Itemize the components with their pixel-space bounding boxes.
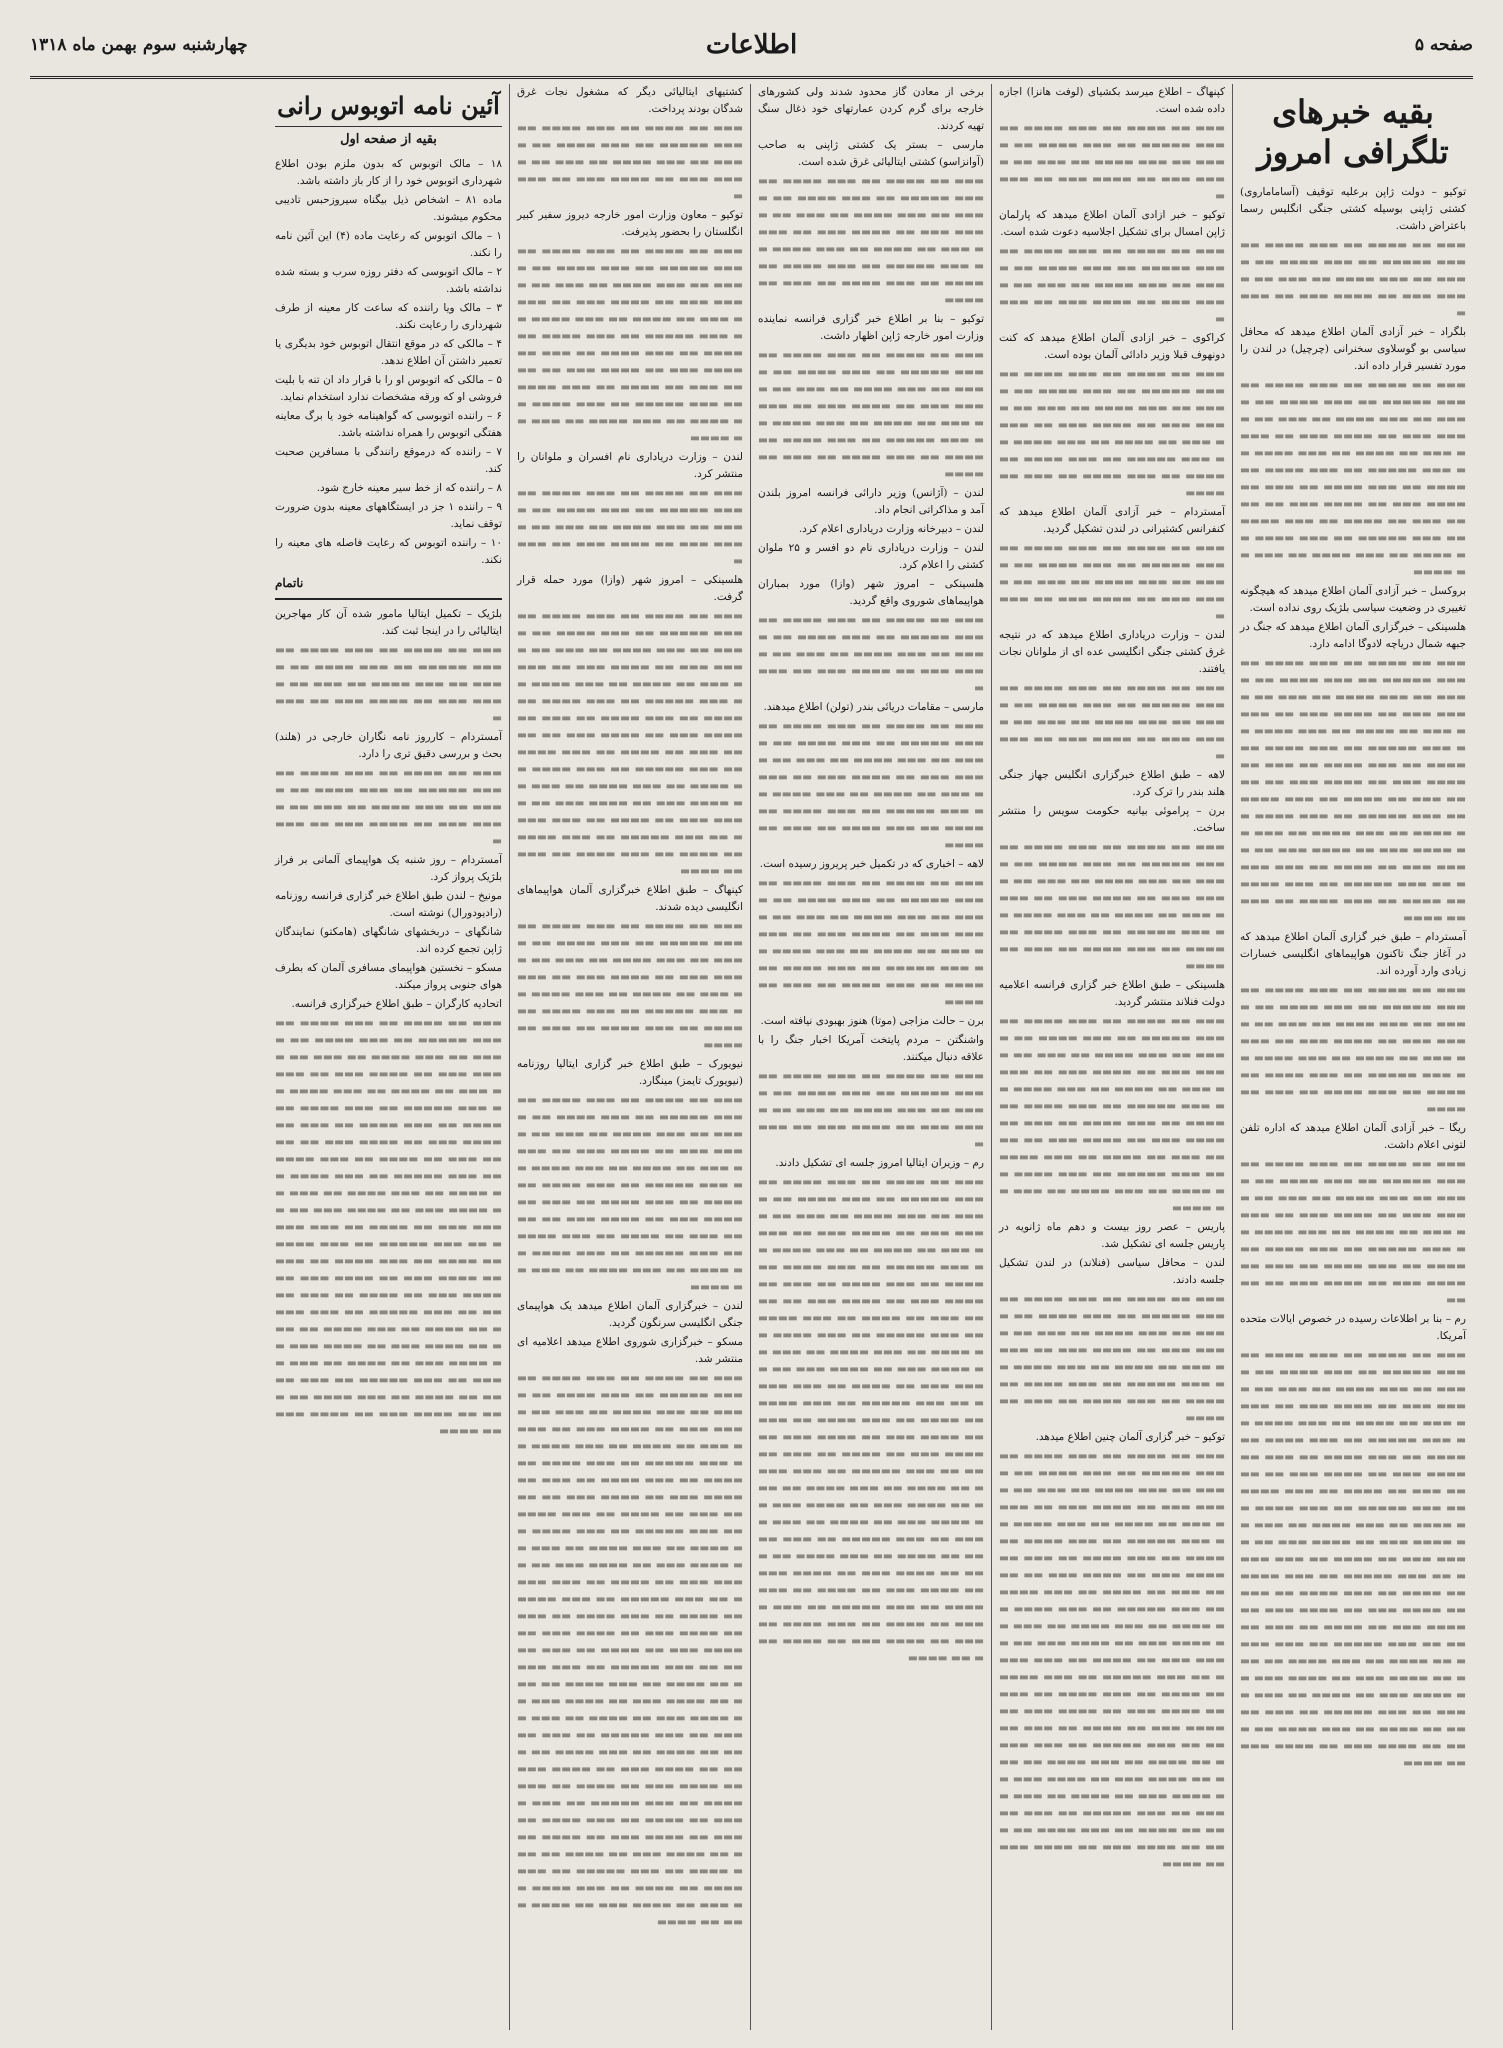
text-block: ▬▬▬ ▬▬ ▬▬▬▬ ▬▬ ▬▬▬ ▬▬▬▬ ▬▬ ▬▬▬ ▬▬▬▬▬ ▬▬ ▬▬▬ ▬▬▬▬ ▬▬ ▬▬▬▬ ▬▬ ▬▬▬ ▬▬▬▬ ▬▬ ▬▬▬ ▬▬ ▬▬▬▬ ▬▬▬ ▬▬ ▬▬▬▬ ▬▬▬ ▬▬ ▬▬▬▬ ▬▬▬ ▬▬ ▬▬▬▬ ▬▬ ▬▬▬ ▬▬▬▬ ▬▬ ▬▬▬ ▬▬▬▬▬ ▬▬ ▬▬▬ ▬▬▬▬ ▬▬ ▬▬▬▬ ▬▬ ▬▬▬ ▬▬▬▬ ▬▬ ▬▬▬ ▬▬ ▬▬▬▬ ▬▬▬ ▬▬ ▬▬▬▬ ▬▬▬ ▬▬ ▬▬▬▬ ▬▬▬ ▬▬ ▬▬▬▬ ▬▬ ▬▬▬ ▬▬▬▬ ▬▬ ▬▬▬ ▬▬▬▬▬ ▬▬ ▬▬▬ ▬▬▬▬ ▬▬ ▬▬▬▬ ▬▬ ▬▬▬ ▬▬▬▬ ▬▬ ▬▬▬ ▬▬ ▬▬▬▬ ▬▬▬ ▬▬ ▬▬▬▬ ▬▬▬ ▬▬ ▬▬▬▬ ▬▬▬ ▬▬ ▬▬▬▬ ▬▬ ▬▬▬ ▬▬▬▬ ▬▬ ▬▬▬ ▬▬▬▬▬ ▬▬ ▬▬▬ ▬▬▬▬ ▬▬ ▬▬▬▬ ▬▬ ▬▬▬ ▬▬▬▬ ▬▬ ▬▬▬ ▬▬ ▬▬▬▬ <box>1240 657 1466 924</box>
text-block: ▬▬▬ ▬▬ ▬▬▬▬ ▬▬ ▬▬▬ ▬▬▬▬ ▬▬ ▬▬▬ ▬▬▬▬▬ ▬▬ ▬▬▬ ▬▬▬▬ ▬▬ ▬▬▬▬ ▬▬ ▬▬▬ ▬▬▬▬ ▬▬ ▬▬▬ ▬▬ ▬▬▬▬ ▬▬▬ ▬▬ ▬▬▬▬ ▬▬▬ ▬▬ ▬▬▬▬ <box>517 487 743 567</box>
issue-date: چهارشنبه سوم بهمن ماه ۱۳۱۸ <box>30 35 248 55</box>
article: آمستردام – خبر آزادی آلمان اطلاع میدهد که کنفرانس کشتیرانی در لندن تشکیل گردید. <box>999 506 1225 535</box>
article: بلگراد – خبر آزادی آلمان اطلاع میدهد که محافل سیاسی بو گوسلاوی سخنرانی (چرچیل) در لندن را مورد تفسیر قرار داده اند. <box>1240 326 1466 372</box>
text-block: ▬▬▬ ▬▬ ▬▬▬▬ ▬▬ ▬▬▬ ▬▬▬▬ ▬▬ ▬▬▬ ▬▬▬▬▬ ▬▬ ▬▬▬ ▬▬▬▬ ▬▬ ▬▬▬▬ ▬▬ ▬▬▬ ▬▬▬▬ ▬▬ ▬▬▬ ▬▬ ▬▬▬▬ ▬▬▬ ▬▬ ▬▬▬▬ ▬▬▬ ▬▬ ▬▬▬▬ ▬▬▬ ▬▬ ▬▬▬▬ ▬▬ ▬▬▬ ▬▬▬▬ ▬▬ ▬▬▬ ▬▬▬▬▬ ▬▬ ▬▬▬ ▬▬▬▬ ▬▬ ▬▬▬▬ ▬▬ ▬▬▬ ▬▬▬▬ ▬▬ ▬▬▬ ▬▬ ▬▬▬▬ ▬▬▬ ▬▬ ▬▬▬▬ ▬▬▬ ▬▬ ▬▬▬▬ ▬▬▬ ▬▬ ▬▬▬▬ ▬▬ ▬▬▬ ▬▬▬▬ ▬▬ ▬▬▬ ▬▬▬▬▬ ▬▬ ▬▬▬ ▬▬▬▬ ▬▬ ▬▬▬▬ ▬▬ ▬▬▬ ▬▬▬▬ ▬▬ ▬▬▬ ▬▬ ▬▬▬▬ <box>517 1094 743 1293</box>
article: لندن – محافل سیاسی (فنلاند) در لندن تشکیل جلسه دادند. <box>999 1257 1225 1286</box>
article: ۱۰ – راننده اتوبوس که رعایت فاصله های معینه را نکند. <box>275 537 502 566</box>
article: ریگا – خبر آزادی آلمان اطلاع میدهد که اداره تلفن لتونی اعلام داشت. <box>1240 1122 1466 1151</box>
article: لندن – وزارت دریاداری نام دو افسر و ۲۵ ملوان کشتی را اعلام کرد. <box>758 542 985 571</box>
article: لندن – دبیرخانه وزارت دریاداری اعلام کرد. <box>798 523 984 535</box>
article: ۹ – راننده ۱ جز در ایستگاههای معینه بدون ضرورت توقف نماید. <box>275 501 502 530</box>
article: هلسینکی – طبق اطلاع خبر گزاری فرانسه اعلامیه دولت فنلاند منتشر گردید. <box>999 979 1225 1008</box>
article: کشتیهای ایتالیائی دیگر که مشغول نجات غرق شدگان بودند پرداخت. <box>517 86 743 115</box>
article: رم – بنا بر اطلاعات رسیده در خصوص ایالات متحده آمریکا. <box>1240 1313 1466 1342</box>
columns <box>30 84 1473 2030</box>
article: ماده ۸۱ – اشخاص ذیل بیگناه سیروزحبس تادیبی محکوم میشوند. <box>275 194 502 223</box>
article: برخی از معادن گاز محدود شدند ولی کشورهای خارجه برای گرم کردن عمارتهای خود ذغال سنگ تهیه کردند. <box>758 86 984 132</box>
article: لاهه – اخباری که در تکمیل خبر پریروز رسیده است. <box>759 858 984 870</box>
article: ۷ – راننده که درموقع رانندگی با مسافرین صحبت کند. <box>275 446 502 475</box>
article: پاریس – عصر روز بیست و دهم ماه ژانویه در پاریس جلسه ای تشکیل شد. <box>999 1221 1225 1250</box>
text-block: ▬▬▬ ▬▬ ▬▬▬▬ ▬▬ ▬▬▬ ▬▬▬▬ ▬▬ ▬▬▬ ▬▬▬▬▬ ▬▬ ▬▬▬ ▬▬▬▬ ▬▬ ▬▬▬▬ ▬▬ ▬▬▬ ▬▬▬▬ ▬▬ ▬▬▬ ▬▬ ▬▬▬▬ ▬▬▬ ▬▬ ▬▬▬▬ ▬▬▬ ▬▬ ▬▬▬▬ ▬▬▬ ▬▬ ▬▬▬▬ ▬▬ ▬▬▬ ▬▬▬▬ ▬▬ ▬▬▬ ▬▬▬▬▬ ▬▬ ▬▬▬ ▬▬▬▬ ▬▬ ▬▬▬▬ ▬▬ ▬▬▬ ▬▬▬▬ ▬▬ ▬▬▬ ▬▬ ▬▬▬▬ ▬▬▬ ▬▬ ▬▬▬▬ ▬▬▬ ▬▬ ▬▬▬▬ ▬▬▬ ▬▬ ▬▬▬▬ ▬▬ ▬▬▬ ▬▬▬▬ ▬▬ ▬▬▬ ▬▬▬▬▬ ▬▬ ▬▬▬ ▬▬▬▬ ▬▬ ▬▬▬▬ ▬▬ ▬▬▬ ▬▬▬▬ ▬▬ ▬▬▬ ▬▬ ▬▬▬▬ ▬▬▬ ▬▬ ▬▬▬▬ ▬▬▬ ▬▬ ▬▬▬▬ ▬▬▬ ▬▬ ▬▬▬▬ ▬▬ ▬▬▬ ▬▬▬▬ ▬▬ ▬▬▬ ▬▬▬▬▬ ▬▬ ▬▬▬ ▬▬▬▬ ▬▬ ▬▬▬▬ ▬▬ ▬▬▬ ▬▬▬▬ ▬▬ ▬▬▬ ▬▬ ▬▬▬▬ <box>517 610 743 877</box>
article: لندن – وزارت دریاداری اطلاع میدهد که در نتیجه غرق کشتی جنگی انگلیسی عده ای از ملوانان نجات یافتند. <box>999 629 1225 675</box>
article: ۴ – مالکی که در موقع انتقال اتوبوس خود بدیگری یا تعمیر داشتن آن اطلاع ندهد. <box>275 338 502 367</box>
article: توکیو – معاون وزارت امور خارجه دیروز سفیر کبیر انگلستان را بحضور پذیرفت. <box>517 209 743 238</box>
page-number: صفحه ۵ <box>1414 35 1473 55</box>
text-block: ▬▬▬ ▬▬ ▬▬▬▬ ▬▬ ▬▬▬ ▬▬▬▬ ▬▬ ▬▬▬ ▬▬▬▬▬ ▬▬ ▬▬▬ ▬▬▬▬ ▬▬ ▬▬▬▬ ▬▬ ▬▬▬ ▬▬▬▬ ▬▬ ▬▬▬ ▬▬ ▬▬▬▬ ▬▬▬ ▬▬ ▬▬▬▬ ▬▬▬ ▬▬ ▬▬▬▬ ▬▬▬ ▬▬ ▬▬▬▬ ▬▬ ▬▬▬ ▬▬▬▬ ▬▬ ▬▬▬ ▬▬▬▬▬ ▬▬ ▬▬▬ ▬▬▬▬ ▬▬ ▬▬▬▬ ▬▬ ▬▬▬ ▬▬▬▬ ▬▬ ▬▬▬ ▬▬ ▬▬▬▬ <box>1240 984 1466 1115</box>
text-block: ▬▬▬ ▬▬ ▬▬▬▬ ▬▬ ▬▬▬ ▬▬▬▬ ▬▬ ▬▬▬ ▬▬▬▬▬ ▬▬ ▬▬▬ ▬▬▬▬ ▬▬ ▬▬▬▬ ▬▬ ▬▬▬ ▬▬▬▬ ▬▬ ▬▬▬ ▬▬ ▬▬▬▬ ▬▬▬ ▬▬ ▬▬▬▬ ▬▬▬ ▬▬ ▬▬▬▬ ▬▬▬ ▬▬ ▬▬▬▬ ▬▬ ▬▬▬ ▬▬▬▬ ▬▬ ▬▬▬ ▬▬▬▬▬ ▬▬ ▬▬▬ ▬▬▬▬ ▬▬ ▬▬▬▬ ▬▬ ▬▬▬ ▬▬▬▬ ▬▬ ▬▬▬ ▬▬ ▬▬▬▬ ▬▬▬ ▬▬ ▬▬▬▬ ▬▬▬ ▬▬ ▬▬▬▬ ▬▬▬ ▬▬ ▬▬▬▬ ▬▬ ▬▬▬ ▬▬▬▬ ▬▬ ▬▬▬ ▬▬▬▬▬ ▬▬ ▬▬▬ ▬▬▬▬ ▬▬ ▬▬▬▬ ▬▬ ▬▬▬ ▬▬▬▬ ▬▬ ▬▬▬ ▬▬ ▬▬▬▬ <box>1240 379 1466 578</box>
main-headline: بقیه خبرهای تلگرافی امروز <box>1257 93 1449 171</box>
text-block: ▬▬▬ ▬▬ ▬▬▬▬ ▬▬ ▬▬▬ ▬▬▬▬ ▬▬ ▬▬▬ ▬▬▬▬▬ ▬▬ ▬▬▬ ▬▬▬▬ ▬▬ ▬▬▬▬ ▬▬ ▬▬▬ ▬▬▬▬ ▬▬ ▬▬▬ ▬▬ ▬▬▬▬ ▬▬▬ ▬▬ ▬▬▬▬ ▬▬▬ ▬▬ ▬▬▬▬ ▬▬▬ ▬▬ ▬▬▬▬ ▬▬ ▬▬▬ ▬▬▬▬ ▬▬ ▬▬▬ ▬▬▬▬▬ ▬▬ ▬▬▬ ▬▬▬▬ ▬▬ ▬▬▬▬ ▬▬ ▬▬▬ ▬▬▬▬ ▬▬ ▬▬▬ ▬▬ ▬▬▬▬ ▬▬▬ ▬▬ ▬▬▬▬ ▬▬▬ ▬▬ ▬▬▬▬ ▬▬▬ ▬▬ ▬▬▬▬ ▬▬ ▬▬▬ ▬▬▬▬ ▬▬ ▬▬▬ ▬▬▬▬▬ ▬▬ ▬▬▬ ▬▬▬▬ ▬▬ ▬▬▬▬ ▬▬ ▬▬▬ ▬▬▬▬ ▬▬ ▬▬▬ ▬▬ ▬▬▬▬ ▬▬▬ ▬▬ ▬▬▬▬ ▬▬▬ ▬▬ ▬▬▬▬ ▬▬▬ ▬▬ ▬▬▬▬ ▬▬ ▬▬▬ ▬▬▬▬ ▬▬ ▬▬▬ ▬▬▬▬▬ ▬▬ ▬▬▬ ▬▬▬▬ ▬▬ ▬▬▬▬ ▬▬ ▬▬▬ ▬▬▬▬ ▬▬ ▬▬▬ ▬▬ ▬▬▬▬ ▬▬▬ ▬▬ ▬▬▬▬ ▬▬▬ ▬▬ ▬▬▬▬ ▬▬▬ ▬▬ ▬▬▬▬ ▬▬ ▬▬▬ ▬▬▬▬ ▬▬ ▬▬▬ ▬▬▬▬▬ ▬▬ ▬▬▬ ▬▬▬▬ ▬▬ ▬▬▬▬ ▬▬ ▬▬▬ ▬▬▬▬ ▬▬ ▬▬▬ ▬▬ ▬▬▬▬ ▬▬▬ ▬▬ ▬▬▬▬ ▬▬▬ ▬▬ ▬▬▬▬ ▬▬▬ ▬▬ ▬▬▬▬ ▬▬ ▬▬▬ ▬▬▬▬ ▬▬ ▬▬▬ ▬▬▬▬▬ ▬▬ ▬▬▬ ▬▬▬▬ ▬▬ ▬▬▬▬ ▬▬ ▬▬▬ ▬▬▬▬ ▬▬ ▬▬▬ ▬▬ ▬▬▬▬ ▬▬▬ ▬▬ ▬▬▬▬ ▬▬▬ ▬▬ ▬▬▬▬ <box>1240 1349 1466 1769</box>
text-block: ▬▬▬ ▬▬ ▬▬▬▬ ▬▬ ▬▬▬ ▬▬▬▬ ▬▬ ▬▬▬ ▬▬▬▬▬ ▬▬ ▬▬▬ ▬▬▬▬ ▬▬ ▬▬▬▬ ▬▬ ▬▬▬ ▬▬▬▬ ▬▬ ▬▬▬ ▬▬ ▬▬▬▬ ▬▬▬ ▬▬ ▬▬▬▬ ▬▬▬ ▬▬ ▬▬▬▬ <box>999 245 1225 325</box>
article: توکیو – خبر گزاری آلمان چنین اطلاع میدهد. <box>1035 1431 1225 1443</box>
text-block: ▬▬▬ ▬▬ ▬▬▬▬ ▬▬ ▬▬▬ ▬▬▬▬ ▬▬ ▬▬▬ ▬▬▬▬▬ ▬▬ ▬▬▬ ▬▬▬▬ ▬▬ ▬▬▬▬ ▬▬ ▬▬▬ ▬▬▬▬ ▬▬ ▬▬▬ ▬▬ ▬▬▬▬ ▬▬▬ ▬▬ ▬▬▬▬ ▬▬▬ ▬▬ ▬▬▬▬ ▬▬▬ ▬▬ ▬▬▬▬ ▬▬ ▬▬▬ ▬▬▬▬ ▬▬ ▬▬▬ ▬▬▬▬▬ ▬▬ ▬▬▬ ▬▬▬▬ ▬▬ ▬▬▬▬ ▬▬ ▬▬▬ ▬▬▬▬ ▬▬ ▬▬▬ ▬▬ ▬▬▬▬ <box>999 1293 1225 1424</box>
text-block: ▬▬▬ ▬▬ ▬▬▬▬ ▬▬ ▬▬▬ ▬▬▬▬ ▬▬ ▬▬▬ ▬▬▬▬▬ ▬▬ ▬▬▬ ▬▬▬▬ ▬▬ ▬▬▬▬ ▬▬ ▬▬▬ ▬▬▬▬ ▬▬ ▬▬▬ ▬▬ ▬▬▬▬ ▬▬▬ ▬▬ ▬▬▬▬ ▬▬▬ ▬▬ ▬▬▬▬ <box>275 644 502 724</box>
text-block: ▬▬▬ ▬▬ ▬▬▬▬ ▬▬ ▬▬▬ ▬▬▬▬ ▬▬ ▬▬▬ ▬▬▬▬▬ ▬▬ ▬▬▬ ▬▬▬▬ ▬▬ ▬▬▬▬ ▬▬ ▬▬▬ ▬▬▬▬ ▬▬ ▬▬▬ ▬▬ ▬▬▬▬ ▬▬▬ ▬▬ ▬▬▬▬ ▬▬▬ ▬▬ ▬▬▬▬ ▬▬▬ ▬▬ ▬▬▬▬ ▬▬ ▬▬▬ ▬▬▬▬ ▬▬ ▬▬▬ ▬▬▬▬▬ ▬▬ ▬▬▬ ▬▬▬▬ ▬▬ ▬▬▬▬ ▬▬ ▬▬▬ ▬▬▬▬ ▬▬ ▬▬▬ ▬▬ ▬▬▬▬ <box>999 368 1225 499</box>
text-block: ▬▬▬ ▬▬ ▬▬▬▬ ▬▬ ▬▬▬ ▬▬▬▬ ▬▬ ▬▬▬ ▬▬▬▬▬ ▬▬ ▬▬▬ ▬▬▬▬ ▬▬ ▬▬▬▬ ▬▬ ▬▬▬ ▬▬▬▬ ▬▬ ▬▬▬ ▬▬ ▬▬▬▬ ▬▬▬ ▬▬ ▬▬▬▬ ▬▬▬ ▬▬ ▬▬▬▬ ▬▬▬ ▬▬ ▬▬▬▬ ▬▬ ▬▬▬ ▬▬▬▬ ▬▬ ▬▬▬ ▬▬▬▬▬ ▬▬ ▬▬▬ ▬▬▬▬ ▬▬ ▬▬▬▬ ▬▬ ▬▬▬ ▬▬▬▬ ▬▬ ▬▬▬ ▬▬ ▬▬▬▬ <box>758 349 984 480</box>
article: بلژیک – تکمیل ایتالیا مامور شده آن کار مهاجرین ایتالیائی را در اینجا ثبت کند. <box>275 608 502 637</box>
article: ۸ – راننده که از خط سیر معینه خارج شود. <box>316 482 502 494</box>
newspaper-name: اطلاعات <box>705 30 798 60</box>
text-block: ▬▬▬ ▬▬ ▬▬▬▬ ▬▬ ▬▬▬ ▬▬▬▬ ▬▬ ▬▬▬ ▬▬▬▬▬ ▬▬ ▬▬▬ ▬▬▬▬ ▬▬ ▬▬▬▬ ▬▬ ▬▬▬ ▬▬▬▬ ▬▬ ▬▬▬ ▬▬ ▬▬▬▬ ▬▬▬ ▬▬ ▬▬▬▬ ▬▬▬ ▬▬ ▬▬▬▬ ▬▬▬ ▬▬ ▬▬▬▬ ▬▬ ▬▬▬ ▬▬▬▬ ▬▬ ▬▬▬ ▬▬▬▬▬ ▬▬ ▬▬▬ ▬▬▬▬ ▬▬ ▬▬▬▬ ▬▬ ▬▬▬ ▬▬▬▬ ▬▬ ▬▬▬ ▬▬ ▬▬▬▬ <box>758 175 984 306</box>
article: توکیو – خبر ازادی آلمان اطلاع میدهد که پارلمان ژاپن امسال برای تشکیل اجلاسیه دعوت شده است. <box>999 209 1225 238</box>
text-block: ▬▬▬ ▬▬ ▬▬▬▬ ▬▬ ▬▬▬ ▬▬▬▬ ▬▬ ▬▬▬ ▬▬▬▬▬ ▬▬ ▬▬▬ ▬▬▬▬ ▬▬ ▬▬▬▬ ▬▬ ▬▬▬ ▬▬▬▬ ▬▬ ▬▬▬ ▬▬ ▬▬▬▬ ▬▬▬ ▬▬ ▬▬▬▬ ▬▬▬ ▬▬ ▬▬▬▬ ▬▬▬ ▬▬ ▬▬▬▬ ▬▬ ▬▬▬ ▬▬▬▬ ▬▬ ▬▬▬ ▬▬▬▬▬ ▬▬ ▬▬▬ ▬▬▬▬ ▬▬ ▬▬▬▬ ▬▬ ▬▬▬ ▬▬▬▬ ▬▬ ▬▬▬ ▬▬ ▬▬▬▬ ▬▬▬ ▬▬ ▬▬▬▬ ▬▬▬ ▬▬ ▬▬▬▬ <box>1240 1158 1466 1306</box>
text-block: ▬▬▬ ▬▬ ▬▬▬▬ ▬▬ ▬▬▬ ▬▬▬▬ ▬▬ ▬▬▬ ▬▬▬▬▬ ▬▬ ▬▬▬ ▬▬▬▬ ▬▬ ▬▬▬▬ ▬▬ ▬▬▬ ▬▬▬▬ ▬▬ ▬▬▬ ▬▬ ▬▬▬▬ ▬▬▬ ▬▬ ▬▬▬▬ ▬▬▬ ▬▬ ▬▬▬▬ ▬▬▬ ▬▬ ▬▬▬▬ ▬▬ ▬▬▬ ▬▬▬▬ ▬▬ ▬▬▬ ▬▬▬▬▬ ▬▬ ▬▬▬ ▬▬▬▬ ▬▬ ▬▬▬▬ ▬▬ ▬▬▬ ▬▬▬▬ ▬▬ ▬▬▬ ▬▬ ▬▬▬▬ ▬▬▬ ▬▬ ▬▬▬▬ ▬▬▬ ▬▬ ▬▬▬▬ ▬▬▬ ▬▬ ▬▬▬▬ ▬▬ ▬▬▬ ▬▬▬▬ ▬▬ ▬▬▬ ▬▬▬▬▬ ▬▬ ▬▬▬ ▬▬▬▬ ▬▬ ▬▬▬▬ ▬▬ ▬▬▬ ▬▬▬▬ ▬▬ ▬▬▬ ▬▬ ▬▬▬▬ ▬▬▬ ▬▬ ▬▬▬▬ ▬▬▬ ▬▬ ▬▬▬▬ ▬▬▬ ▬▬ ▬▬▬▬ ▬▬ ▬▬▬ ▬▬▬▬ ▬▬ ▬▬▬ ▬▬▬▬▬ ▬▬ ▬▬▬ ▬▬▬▬ ▬▬ ▬▬▬▬ ▬▬ ▬▬▬ ▬▬▬▬ ▬▬ ▬▬▬ ▬▬ ▬▬▬▬ ▬▬▬ ▬▬ ▬▬▬▬ ▬▬▬ ▬▬ ▬▬▬▬ ▬▬▬ ▬▬ ▬▬▬▬ ▬▬ ▬▬▬ ▬▬▬▬ ▬▬ ▬▬▬ ▬▬▬▬▬ ▬▬ ▬▬▬ ▬▬▬▬ ▬▬ ▬▬▬▬ ▬▬ ▬▬▬ ▬▬▬▬ ▬▬ ▬▬▬ ▬▬ ▬▬▬▬ ▬▬▬ ▬▬ ▬▬▬▬ ▬▬▬ ▬▬ ▬▬▬▬ ▬▬▬ ▬▬ ▬▬▬▬ ▬▬ ▬▬▬ ▬▬▬▬ ▬▬ ▬▬▬ ▬▬▬▬▬ ▬▬ ▬▬▬ ▬▬▬▬ ▬▬ ▬▬▬▬ ▬▬ ▬▬▬ ▬▬▬▬ ▬▬ ▬▬▬ ▬▬ ▬▬▬▬ ▬▬▬ ▬▬ ▬▬▬▬ ▬▬▬ ▬▬ ▬▬▬▬ <box>275 1017 502 1437</box>
article: برن – پراموئی بیانیه حکومت سویس را منتشر ساخت. <box>999 805 1225 834</box>
article: کپنهاگ – اطلاع میرسد بکشیای (لوفت هانزا) اجازه داده شده است. <box>999 86 1225 115</box>
text-block: ▬▬▬ ▬▬ ▬▬▬▬ ▬▬ ▬▬▬ ▬▬▬▬ ▬▬ ▬▬▬ ▬▬▬▬▬ ▬▬ ▬▬▬ ▬▬▬▬ ▬▬ ▬▬▬▬ ▬▬ ▬▬▬ ▬▬▬▬ ▬▬ ▬▬▬ ▬▬ ▬▬▬▬ ▬▬▬ ▬▬ ▬▬▬▬ ▬▬▬ ▬▬ ▬▬▬▬ <box>1240 239 1466 319</box>
article: مارسی – مقامات دریائی بندر (تولن) اطلاع میدهند. <box>763 701 984 713</box>
column-5 <box>268 84 509 2030</box>
article: هلسینکی – امروز شهر (وازا) مورد حمله قرار گرفت. <box>517 574 743 603</box>
text-block: ▬▬▬ ▬▬ ▬▬▬▬ ▬▬ ▬▬▬ ▬▬▬▬ ▬▬ ▬▬▬ ▬▬▬▬▬ ▬▬ ▬▬▬ ▬▬▬▬ ▬▬ ▬▬▬▬ ▬▬ ▬▬▬ ▬▬▬▬ ▬▬ ▬▬▬ ▬▬ ▬▬▬▬ ▬▬▬ ▬▬ ▬▬▬▬ ▬▬▬ ▬▬ ▬▬▬▬ ▬▬▬ ▬▬ ▬▬▬▬ ▬▬ ▬▬▬ ▬▬▬▬ ▬▬ ▬▬▬ ▬▬▬▬▬ ▬▬ ▬▬▬ ▬▬▬▬ ▬▬ ▬▬▬▬ ▬▬ ▬▬▬ ▬▬▬▬ ▬▬ ▬▬▬ ▬▬ ▬▬▬▬ ▬▬▬ ▬▬ ▬▬▬▬ ▬▬▬ ▬▬ ▬▬▬▬ ▬▬▬ ▬▬ ▬▬▬▬ ▬▬ ▬▬▬ ▬▬▬▬ ▬▬ ▬▬▬ ▬▬▬▬▬ ▬▬ ▬▬▬ ▬▬▬▬ ▬▬ ▬▬▬▬ ▬▬ ▬▬▬ ▬▬▬▬ ▬▬ ▬▬▬ ▬▬ ▬▬▬▬ ▬▬▬ ▬▬ ▬▬▬▬ ▬▬▬ ▬▬ ▬▬▬▬ ▬▬▬ ▬▬ ▬▬▬▬ ▬▬ ▬▬▬ ▬▬▬▬ ▬▬ ▬▬▬ ▬▬▬▬▬ ▬▬ ▬▬▬ ▬▬▬▬ ▬▬ ▬▬▬▬ ▬▬ ▬▬▬ ▬▬▬▬ ▬▬ ▬▬▬ ▬▬ ▬▬▬▬ ▬▬▬ ▬▬ ▬▬▬▬ ▬▬▬ ▬▬ ▬▬▬▬ ▬▬▬ ▬▬ ▬▬▬▬ ▬▬ ▬▬▬ ▬▬▬▬ ▬▬ ▬▬▬ ▬▬▬▬▬ ▬▬ ▬▬▬ ▬▬▬▬ ▬▬ ▬▬▬▬ ▬▬ ▬▬▬ ▬▬▬▬ ▬▬ ▬▬▬ ▬▬ ▬▬▬▬ ▬▬▬ ▬▬ ▬▬▬▬ ▬▬▬ ▬▬ ▬▬▬▬ ▬▬▬ ▬▬ ▬▬▬▬ ▬▬ ▬▬▬ ▬▬▬▬ ▬▬ ▬▬▬ ▬▬▬▬▬ ▬▬ ▬▬▬ ▬▬▬▬ ▬▬ ▬▬▬▬ ▬▬ ▬▬▬ ▬▬▬▬ ▬▬ ▬▬▬ ▬▬ ▬▬▬▬ ▬▬▬ ▬▬ ▬▬▬▬ ▬▬▬ ▬▬ ▬▬▬▬ <box>999 1450 1225 1870</box>
article: مونیخ – لندن طبق اطلاع خبر گزاری فرانسه روزنامه (رادیودورال) نوشته است. <box>275 890 502 919</box>
text-block: ▬▬▬ ▬▬ ▬▬▬▬ ▬▬ ▬▬▬ ▬▬▬▬ ▬▬ ▬▬▬ ▬▬▬▬▬ ▬▬ ▬▬▬ ▬▬▬▬ ▬▬ ▬▬▬▬ ▬▬ ▬▬▬ ▬▬▬▬ ▬▬ ▬▬▬ ▬▬ ▬▬▬▬ ▬▬▬ ▬▬ ▬▬▬▬ ▬▬▬ ▬▬ ▬▬▬▬ <box>275 767 502 847</box>
column-1 <box>1232 84 1473 2030</box>
article: آمستردام – روز شنبه یک هواپیمای آلمانی بر فراز بلژیک پرواز کرد. <box>275 854 502 883</box>
text-block: ▬▬▬ ▬▬ ▬▬▬▬ ▬▬ ▬▬▬ ▬▬▬▬ ▬▬ ▬▬▬ ▬▬▬▬▬ ▬▬ ▬▬▬ ▬▬▬▬ ▬▬ ▬▬▬▬ ▬▬ ▬▬▬ ▬▬▬▬ ▬▬ ▬▬▬ ▬▬ ▬▬▬▬ ▬▬▬ ▬▬ ▬▬▬▬ ▬▬▬ ▬▬ ▬▬▬▬ <box>999 122 1225 202</box>
column-4 <box>509 84 750 2030</box>
article: مارسی – بستر یک کشتی ژاپنی به صاحب (آوانزاسو) کشتی ایتالیائی غرق شده است. <box>758 139 984 168</box>
article: آمستردام – کارروز نامه نگاران خارجی در (هلند) بحث و بررسی دقیق تری را دارد. <box>275 731 502 760</box>
article: ۱ – مالک اتوبوس که رعایت ماده (۴) این آئین نامه را نکند. <box>275 230 502 259</box>
text-block: ▬▬▬ ▬▬ ▬▬▬▬ ▬▬ ▬▬▬ ▬▬▬▬ ▬▬ ▬▬▬ ▬▬▬▬▬ ▬▬ ▬▬▬ ▬▬▬▬ ▬▬ ▬▬▬▬ ▬▬ ▬▬▬ ▬▬▬▬ ▬▬ ▬▬▬ ▬▬ ▬▬▬▬ ▬▬▬ ▬▬ ▬▬▬▬ ▬▬▬ ▬▬ ▬▬▬▬ ▬▬▬ ▬▬ ▬▬▬▬ ▬▬ ▬▬▬ ▬▬▬▬ ▬▬ ▬▬▬ ▬▬▬▬▬ ▬▬ ▬▬▬ ▬▬▬▬ ▬▬ ▬▬▬▬ ▬▬ ▬▬▬ ▬▬▬▬ ▬▬ ▬▬▬ ▬▬ ▬▬▬▬ ▬▬▬ ▬▬ ▬▬▬▬ ▬▬▬ ▬▬ ▬▬▬▬ ▬▬▬ ▬▬ ▬▬▬▬ ▬▬ ▬▬▬ ▬▬▬▬ ▬▬ ▬▬▬ ▬▬▬▬▬ ▬▬ ▬▬▬ ▬▬▬▬ ▬▬ ▬▬▬▬ ▬▬ ▬▬▬ ▬▬▬▬ ▬▬ ▬▬▬ ▬▬ ▬▬▬▬ <box>517 245 743 444</box>
article: ۱۸ – مالک اتوبوس که بدون ملزم بودن اطلاع شهرداری اتوبوس خود را از کار باز داشته باشد. <box>275 158 502 187</box>
article: رم – وزیران ایتالیا امروز جلسه ای تشکیل دادند. <box>775 1157 984 1169</box>
article: مسکو – خبرگزاری شوروی اطلاع میدهد اعلامیه ای منتشر شد. <box>517 1336 743 1365</box>
article: آمستردام – طبق خبر گزاری آلمان اطلاع میدهد که در آغاز جنگ تاکنون هواپیماهای انگلیسی خسارات زیادی وارد آورده اند. <box>1240 931 1466 977</box>
article: کراکوی – خبر ازادی آلمان اطلاع میدهد که کنت دونهوف قبلا وزیر دادائی آلمان بوده است. <box>999 332 1225 361</box>
article: ۳ – مالک ویا راننده که ساعت کار معینه از طرف شهرداری را رعایت نکند. <box>275 302 502 331</box>
article: لندن – (آژانس) وزیر دارائی فرانسه امروز بلندن آمد و مذاکراتی انجام داد. <box>758 487 984 516</box>
article: هلسینکی – امروز شهر (وازا) مورد بمباران هواپیماهای شوروی واقع گردید. <box>758 578 984 607</box>
article: ۵ – مالکی که اتوبوس او را با قرار داد ان تنه با بلیت فروشی او که ورقه مشخصات ندارد استخدام نماید. <box>275 374 502 403</box>
article: واشنگتن – مردم پایتخت آمریکا اخبار جنگ را با علاقه دنبال میکنند. <box>758 1034 984 1063</box>
column-3 <box>750 84 991 2030</box>
article: برن – حالت مزاجی (موتا) هنوز بهبودی نیافته است. <box>760 1015 984 1027</box>
text-block: ▬▬▬ ▬▬ ▬▬▬▬ ▬▬ ▬▬▬ ▬▬▬▬ ▬▬ ▬▬▬ ▬▬▬▬▬ ▬▬ ▬▬▬ ▬▬▬▬ ▬▬ ▬▬▬▬ ▬▬ ▬▬▬ ▬▬▬▬ ▬▬ ▬▬▬ ▬▬ ▬▬▬▬ ▬▬▬ ▬▬ ▬▬▬▬ ▬▬▬ ▬▬ ▬▬▬▬ <box>999 682 1225 762</box>
article: لندن – وزارت دریاداری نام افسران و ملوانان را منتشر کرد. <box>517 451 743 480</box>
text-block: ▬▬▬ ▬▬ ▬▬▬▬ ▬▬ ▬▬▬ ▬▬▬▬ ▬▬ ▬▬▬ ▬▬▬▬▬ ▬▬ ▬▬▬ ▬▬▬▬ ▬▬ ▬▬▬▬ ▬▬ ▬▬▬ ▬▬▬▬ ▬▬ ▬▬▬ ▬▬ ▬▬▬▬ ▬▬▬ ▬▬ ▬▬▬▬ ▬▬▬ ▬▬ ▬▬▬▬ <box>758 1070 984 1150</box>
text-block: ▬▬▬ ▬▬ ▬▬▬▬ ▬▬ ▬▬▬ ▬▬▬▬ ▬▬ ▬▬▬ ▬▬▬▬▬ ▬▬ ▬▬▬ ▬▬▬▬ ▬▬ ▬▬▬▬ ▬▬ ▬▬▬ ▬▬▬▬ ▬▬ ▬▬▬ ▬▬ ▬▬▬▬ ▬▬▬ ▬▬ ▬▬▬▬ ▬▬▬ ▬▬ ▬▬▬▬ ▬▬▬ ▬▬ ▬▬▬▬ ▬▬ ▬▬▬ ▬▬▬▬ ▬▬ ▬▬▬ ▬▬▬▬▬ ▬▬ ▬▬▬ ▬▬▬▬ ▬▬ ▬▬▬▬ ▬▬ ▬▬▬ ▬▬▬▬ ▬▬ ▬▬▬ ▬▬ ▬▬▬▬ ▬▬▬ ▬▬ ▬▬▬▬ ▬▬▬ ▬▬ ▬▬▬▬ ▬▬▬ ▬▬ ▬▬▬▬ ▬▬ ▬▬▬ ▬▬▬▬ ▬▬ ▬▬▬ ▬▬▬▬▬ ▬▬ ▬▬▬ ▬▬▬▬ ▬▬ ▬▬▬▬ ▬▬ ▬▬▬ ▬▬▬▬ ▬▬ ▬▬▬ ▬▬ ▬▬▬▬ ▬▬▬ ▬▬ ▬▬▬▬ ▬▬▬ ▬▬ ▬▬▬▬ ▬▬▬ ▬▬ ▬▬▬▬ ▬▬ ▬▬▬ ▬▬▬▬ ▬▬ ▬▬▬ ▬▬▬▬▬ ▬▬ ▬▬▬ ▬▬▬▬ ▬▬ ▬▬▬▬ ▬▬ ▬▬▬ ▬▬▬▬ ▬▬ ▬▬▬ ▬▬ ▬▬▬▬ ▬▬▬ ▬▬ ▬▬▬▬ ▬▬▬ ▬▬ ▬▬▬▬ ▬▬▬ ▬▬ ▬▬▬▬ ▬▬ ▬▬▬ ▬▬▬▬ ▬▬ ▬▬▬ ▬▬▬▬▬ ▬▬ ▬▬▬ ▬▬▬▬ ▬▬ ▬▬▬▬ ▬▬ ▬▬▬ ▬▬▬▬ ▬▬ ▬▬▬ ▬▬ ▬▬▬▬ ▬▬▬ ▬▬ ▬▬▬▬ ▬▬▬ ▬▬ ▬▬▬▬ ▬▬▬ ▬▬ ▬▬▬▬ ▬▬ ▬▬▬ ▬▬▬▬ ▬▬ ▬▬▬ ▬▬▬▬▬ ▬▬ ▬▬▬ ▬▬▬▬ ▬▬ ▬▬▬▬ ▬▬ ▬▬▬ ▬▬▬▬ ▬▬ ▬▬▬ ▬▬ ▬▬▬▬ ▬▬▬ ▬▬ ▬▬▬▬ ▬▬▬ ▬▬ ▬▬▬▬ ▬▬▬ ▬▬ ▬▬▬▬ ▬▬ ▬▬▬ ▬▬▬▬ ▬▬ ▬▬▬ ▬▬▬▬▬ ▬▬ ▬▬▬ ▬▬▬▬ ▬▬ ▬▬▬▬ ▬▬ ▬▬▬ ▬▬▬▬ ▬▬ ▬▬▬ ▬▬ ▬▬▬▬ ▬▬▬ ▬▬ ▬▬▬▬ ▬▬▬ ▬▬ ▬▬▬▬ <box>758 1176 984 1664</box>
text-block: ▬▬▬ ▬▬ ▬▬▬▬ ▬▬ ▬▬▬ ▬▬▬▬ ▬▬ ▬▬▬ ▬▬▬▬▬ ▬▬ ▬▬▬ ▬▬▬▬ ▬▬ ▬▬▬▬ ▬▬ ▬▬▬ ▬▬▬▬ ▬▬ ▬▬▬ ▬▬ ▬▬▬▬ ▬▬▬ ▬▬ ▬▬▬▬ ▬▬▬ ▬▬ ▬▬▬▬ ▬▬▬ ▬▬ ▬▬▬▬ ▬▬ ▬▬▬ ▬▬▬▬ ▬▬ ▬▬▬ ▬▬▬▬▬ ▬▬ ▬▬▬ ▬▬▬▬ ▬▬ ▬▬▬▬ ▬▬ ▬▬▬ ▬▬▬▬ ▬▬ ▬▬▬ ▬▬ ▬▬▬▬ <box>758 720 984 851</box>
article: مسکو – نخستین هواپیمای مسافری آلمان که بطرف هوای جنوبی پرواز میکند. <box>275 962 502 991</box>
text-block: ▬▬▬ ▬▬ ▬▬▬▬ ▬▬ ▬▬▬ ▬▬▬▬ ▬▬ ▬▬▬ ▬▬▬▬▬ ▬▬ ▬▬▬ ▬▬▬▬ ▬▬ ▬▬▬▬ ▬▬ ▬▬▬ ▬▬▬▬ ▬▬ ▬▬▬ ▬▬ ▬▬▬▬ ▬▬▬ ▬▬ ▬▬▬▬ ▬▬▬ ▬▬ ▬▬▬▬ <box>999 542 1225 622</box>
article: هلسینکی – خبرگزاری آلمان اطلاع میدهد که جنگ در جبهه شمال دریاچه لادوگا ادامه دارد. <box>1240 621 1466 650</box>
article: توکیو – دولت ژاپن برعلیه توقیف (آساماماروی) کشتی ژاپنی بوسیله کشتی جنگی انگلیس رسما باعتراض داشت. <box>1240 186 1466 232</box>
text-block: ▬▬▬ ▬▬ ▬▬▬▬ ▬▬ ▬▬▬ ▬▬▬▬ ▬▬ ▬▬▬ ▬▬▬▬▬ ▬▬ ▬▬▬ ▬▬▬▬ ▬▬ ▬▬▬▬ ▬▬ ▬▬▬ ▬▬▬▬ ▬▬ ▬▬▬ ▬▬ ▬▬▬▬ ▬▬▬ ▬▬ ▬▬▬▬ ▬▬▬ ▬▬ ▬▬▬▬ ▬▬▬ ▬▬ ▬▬▬▬ ▬▬ ▬▬▬ ▬▬▬▬ ▬▬ ▬▬▬ ▬▬▬▬▬ ▬▬ ▬▬▬ ▬▬▬▬ ▬▬ ▬▬▬▬ ▬▬ ▬▬▬ ▬▬▬▬ ▬▬ ▬▬▬ ▬▬ ▬▬▬▬ ▬▬▬ ▬▬ ▬▬▬▬ ▬▬▬ ▬▬ ▬▬▬▬ ▬▬▬ ▬▬ ▬▬▬▬ ▬▬ ▬▬▬ ▬▬▬▬ ▬▬ ▬▬▬ ▬▬▬▬▬ ▬▬ ▬▬▬ ▬▬▬▬ ▬▬ ▬▬▬▬ ▬▬ ▬▬▬ ▬▬▬▬ ▬▬ ▬▬▬ ▬▬ ▬▬▬▬ ▬▬▬ ▬▬ ▬▬▬▬ ▬▬▬ ▬▬ ▬▬▬▬ ▬▬▬ ▬▬ ▬▬▬▬ ▬▬ ▬▬▬ ▬▬▬▬ ▬▬ ▬▬▬ ▬▬▬▬▬ ▬▬ ▬▬▬ ▬▬▬▬ ▬▬ ▬▬▬▬ ▬▬ ▬▬▬ ▬▬▬▬ ▬▬ ▬▬▬ ▬▬ ▬▬▬▬ ▬▬▬ ▬▬ ▬▬▬▬ ▬▬▬ ▬▬ ▬▬▬▬ ▬▬▬ ▬▬ ▬▬▬▬ ▬▬ ▬▬▬ ▬▬▬▬ ▬▬ ▬▬▬ ▬▬▬▬▬ ▬▬ ▬▬▬ ▬▬▬▬ ▬▬ ▬▬▬▬ ▬▬ ▬▬▬ ▬▬▬▬ ▬▬ ▬▬▬ ▬▬ ▬▬▬▬ ▬▬▬ ▬▬ ▬▬▬▬ ▬▬▬ ▬▬ ▬▬▬▬ ▬▬▬ ▬▬ ▬▬▬▬ ▬▬ ▬▬▬ ▬▬▬▬ ▬▬ ▬▬▬ ▬▬▬▬▬ ▬▬ ▬▬▬ ▬▬▬▬ ▬▬ ▬▬▬▬ ▬▬ ▬▬▬ ▬▬▬▬ ▬▬ ▬▬▬ ▬▬ ▬▬▬▬ ▬▬▬ ▬▬ ▬▬▬▬ ▬▬▬ ▬▬ ▬▬▬▬ ▬▬▬ ▬▬ ▬▬▬▬ ▬▬ ▬▬▬ ▬▬▬▬ ▬▬ ▬▬▬ ▬▬▬▬▬ ▬▬ ▬▬▬ ▬▬▬▬ ▬▬ ▬▬▬▬ ▬▬ ▬▬▬ ▬▬▬▬ ▬▬ ▬▬▬ ▬▬ ▬▬▬▬ ▬▬▬ ▬▬ ▬▬▬▬ ▬▬▬ ▬▬ ▬▬▬▬ ▬▬▬ ▬▬ ▬▬▬▬ ▬▬ ▬▬▬ ▬▬▬▬ ▬▬ ▬▬▬ ▬▬▬▬▬ ▬▬ ▬▬▬ ▬▬▬▬ ▬▬ ▬▬▬▬ ▬▬ ▬▬▬ ▬▬▬▬ ▬▬ ▬▬▬ ▬▬ ▬▬▬▬ ▬▬▬ ▬▬ ▬▬▬▬ ▬▬▬ ▬▬ ▬▬▬▬ <box>517 1372 743 1928</box>
article: بروکسل – خبر آزادی آلمان اطلاع میدهد که هیچگونه تغییری در وضعیت سیاسی بلژیک روی نداده است. <box>1240 585 1466 614</box>
text-block: ▬▬▬ ▬▬ ▬▬▬▬ ▬▬ ▬▬▬ ▬▬▬▬ ▬▬ ▬▬▬ ▬▬▬▬▬ ▬▬ ▬▬▬ ▬▬▬▬ ▬▬ ▬▬▬▬ ▬▬ ▬▬▬ ▬▬▬▬ ▬▬ ▬▬▬ ▬▬ ▬▬▬▬ ▬▬▬ ▬▬ ▬▬▬▬ ▬▬▬ ▬▬ ▬▬▬▬ ▬▬▬ ▬▬ ▬▬▬▬ ▬▬ ▬▬▬ ▬▬▬▬ ▬▬ ▬▬▬ ▬▬▬▬▬ ▬▬ ▬▬▬ ▬▬▬▬ ▬▬ ▬▬▬▬ ▬▬ ▬▬▬ ▬▬▬▬ ▬▬ ▬▬▬ ▬▬ ▬▬▬▬ <box>758 877 984 1008</box>
text-block: ▬▬▬ ▬▬ ▬▬▬▬ ▬▬ ▬▬▬ ▬▬▬▬ ▬▬ ▬▬▬ ▬▬▬▬▬ ▬▬ ▬▬▬ ▬▬▬▬ ▬▬ ▬▬▬▬ ▬▬ ▬▬▬ ▬▬▬▬ ▬▬ ▬▬▬ ▬▬ ▬▬▬▬ ▬▬▬ ▬▬ ▬▬▬▬ ▬▬▬ ▬▬ ▬▬▬▬ <box>758 614 984 694</box>
article: ۶ – راننده اتوبوسی که گواهینامه خود یا برگ معاینه هفتگی اتوبوس را همراه نداشته باشد. <box>275 410 502 439</box>
text-block: ▬▬▬ ▬▬ ▬▬▬▬ ▬▬ ▬▬▬ ▬▬▬▬ ▬▬ ▬▬▬ ▬▬▬▬▬ ▬▬ ▬▬▬ ▬▬▬▬ ▬▬ ▬▬▬▬ ▬▬ ▬▬▬ ▬▬▬▬ ▬▬ ▬▬▬ ▬▬ ▬▬▬▬ ▬▬▬ ▬▬ ▬▬▬▬ ▬▬▬ ▬▬ ▬▬▬▬ <box>517 122 743 202</box>
text-block: ▬▬▬ ▬▬ ▬▬▬▬ ▬▬ ▬▬▬ ▬▬▬▬ ▬▬ ▬▬▬ ▬▬▬▬▬ ▬▬ ▬▬▬ ▬▬▬▬ ▬▬ ▬▬▬▬ ▬▬ ▬▬▬ ▬▬▬▬ ▬▬ ▬▬▬ ▬▬ ▬▬▬▬ ▬▬▬ ▬▬ ▬▬▬▬ ▬▬▬ ▬▬ ▬▬▬▬ ▬▬▬ ▬▬ ▬▬▬▬ ▬▬ ▬▬▬ ▬▬▬▬ ▬▬ ▬▬▬ ▬▬▬▬▬ ▬▬ ▬▬▬ ▬▬▬▬ ▬▬ ▬▬▬▬ ▬▬ ▬▬▬ ▬▬▬▬ ▬▬ ▬▬▬ ▬▬ ▬▬▬▬ <box>999 841 1225 972</box>
article: لندن – خبرگزاری آلمان اطلاع میدهد یک هواپیمای جنگی انگلیسی سرنگون گردید. <box>517 1300 743 1329</box>
article: توکیو – بنا بر اطلاع خبر گزاری فرانسه نماینده وزارت امور خارجه ژاپن اظهار داشت. <box>758 313 984 342</box>
section-heading: آئین نامه اتوبوس رانی <box>275 90 502 127</box>
continued-label: بقیه از صفحه اول <box>340 132 437 147</box>
text-block: ▬▬▬ ▬▬ ▬▬▬▬ ▬▬ ▬▬▬ ▬▬▬▬ ▬▬ ▬▬▬ ▬▬▬▬▬ ▬▬ ▬▬▬ ▬▬▬▬ ▬▬ ▬▬▬▬ ▬▬ ▬▬▬ ▬▬▬▬ ▬▬ ▬▬▬ ▬▬ ▬▬▬▬ ▬▬▬ ▬▬ ▬▬▬▬ ▬▬▬ ▬▬ ▬▬▬▬ ▬▬▬ ▬▬ ▬▬▬▬ ▬▬ ▬▬▬ ▬▬▬▬ ▬▬ ▬▬▬ ▬▬▬▬▬ ▬▬ ▬▬▬ ▬▬▬▬ ▬▬ ▬▬▬▬ ▬▬ ▬▬▬ ▬▬▬▬ ▬▬ ▬▬▬ ▬▬ ▬▬▬▬ <box>517 920 743 1051</box>
article: ۲ – مالک اتوبوسی که دفتر روزه سرب و بسته شده نداشته باشد. <box>275 266 502 295</box>
text-block: ▬▬▬ ▬▬ ▬▬▬▬ ▬▬ ▬▬▬ ▬▬▬▬ ▬▬ ▬▬▬ ▬▬▬▬▬ ▬▬ ▬▬▬ ▬▬▬▬ ▬▬ ▬▬▬▬ ▬▬ ▬▬▬ ▬▬▬▬ ▬▬ ▬▬▬ ▬▬ ▬▬▬▬ ▬▬▬ ▬▬ ▬▬▬▬ ▬▬▬ ▬▬ ▬▬▬▬ ▬▬▬ ▬▬ ▬▬▬▬ ▬▬ ▬▬▬ ▬▬▬▬ ▬▬ ▬▬▬ ▬▬▬▬▬ ▬▬ ▬▬▬ ▬▬▬▬ ▬▬ ▬▬▬▬ ▬▬ ▬▬▬ ▬▬▬▬ ▬▬ ▬▬▬ ▬▬ ▬▬▬▬ ▬▬▬ ▬▬ ▬▬▬▬ ▬▬▬ ▬▬ ▬▬▬▬ ▬▬▬ ▬▬ ▬▬▬▬ ▬▬ ▬▬▬ ▬▬▬▬ ▬▬ ▬▬▬ ▬▬▬▬▬ ▬▬ ▬▬▬ ▬▬▬▬ ▬▬ ▬▬▬▬ ▬▬ ▬▬▬ ▬▬▬▬ ▬▬ ▬▬▬ ▬▬ ▬▬▬▬ <box>999 1015 1225 1214</box>
article: کپنهاگ – طبق اطلاع خبرگزاری آلمان هواپیماهای انگلیسی دیده شدند. <box>517 884 743 913</box>
to-be-continued: ناتمام <box>275 575 502 600</box>
masthead <box>30 14 1473 79</box>
article: شانگهای – دربخشهای شانگهای (هامکتو) نمایندگان ژاپن تجمع کرده اند. <box>275 926 502 955</box>
column-2 <box>991 84 1232 2030</box>
article: نیویورک – طبق اطلاع خبر گزاری ایتالیا روزنامه (نیویورک تایمز) مینگارد. <box>517 1058 743 1087</box>
article: لاهه – طبق اطلاع خبرگزاری انگلیس جهاز جنگی هلند بندر را ترک کرد. <box>999 769 1225 798</box>
article: اتحادیه کارگران – طبق اطلاع خبرگزاری فرانسه. <box>291 998 502 1010</box>
